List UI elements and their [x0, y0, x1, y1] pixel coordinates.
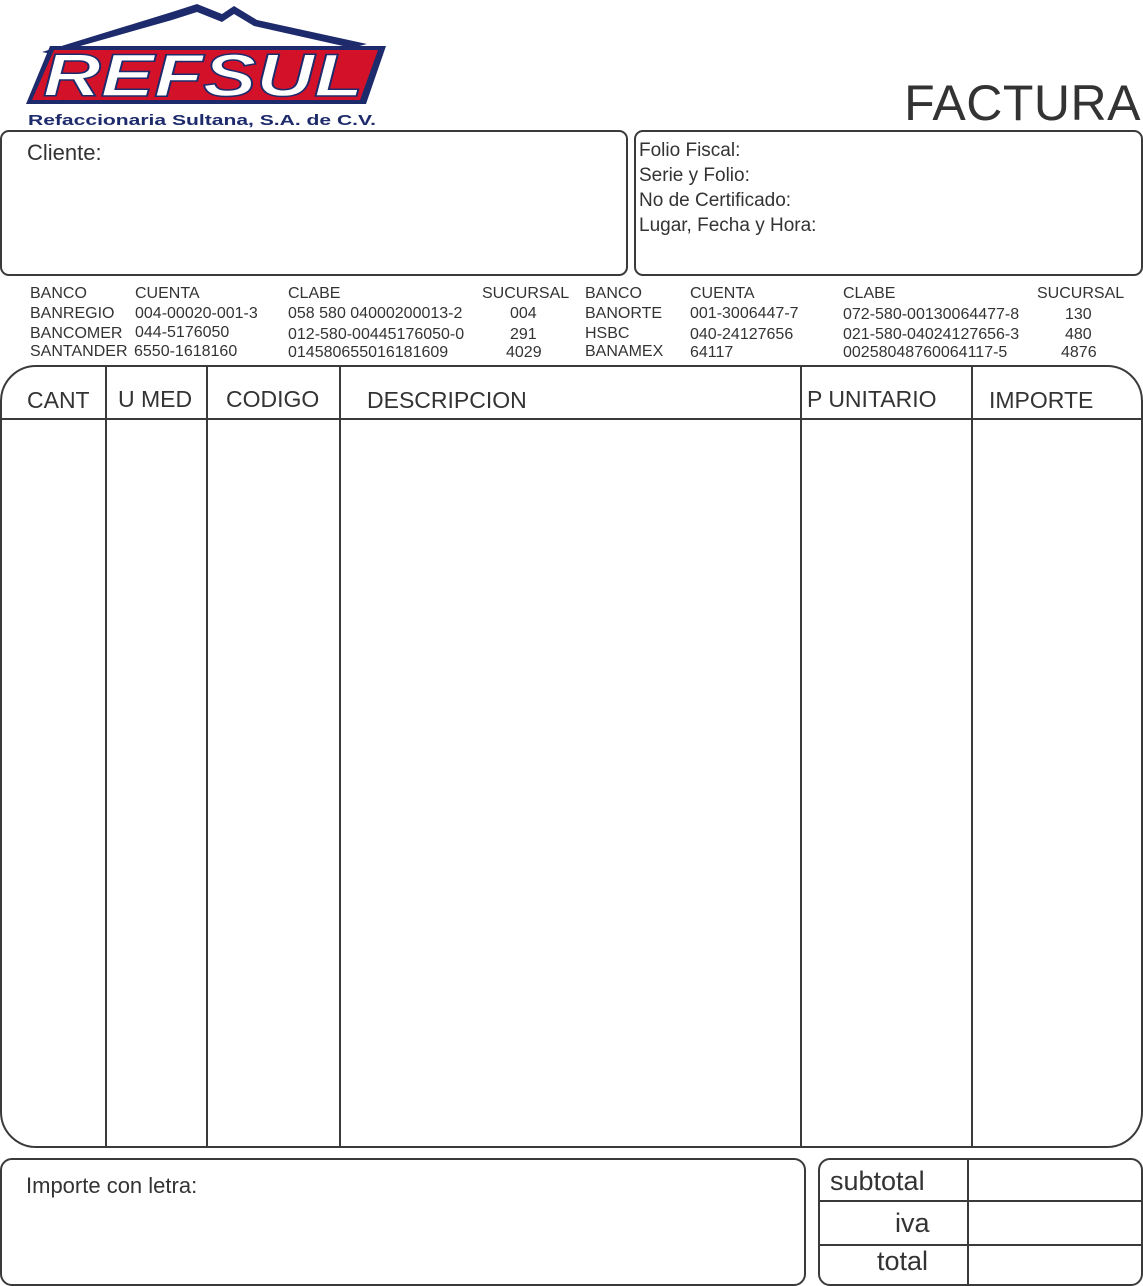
certificado-label: No de Certificado:: [639, 190, 792, 211]
bank-clabe: 00258048760064117-5: [843, 344, 1008, 361]
bank-account: 001-3006447-7: [690, 305, 799, 322]
bank-header-clabe: CLABE: [843, 285, 896, 302]
client-label: Cliente:: [27, 140, 102, 165]
column-header-codigo: CODIGO: [226, 386, 320, 412]
bank-branch: 4029: [506, 344, 542, 361]
bank-header-sucursal: SUCURSAL: [1037, 285, 1125, 302]
bank-header-banco: BANCO: [585, 285, 642, 302]
logo-wordmark: REFSUL: [43, 42, 363, 109]
refsul-logo-icon: [22, 0, 392, 130]
bank-name: BANCOMER: [30, 325, 123, 342]
column-header-u-med: U MED: [118, 386, 193, 412]
bank-name: BANREGIO: [30, 305, 115, 322]
bank-clabe: 058 580 04000200013-2: [288, 305, 463, 322]
column-header-importe: IMPORTE: [989, 387, 1094, 413]
serie-folio-label: Serie y Folio:: [639, 165, 750, 186]
totals-row-divider: [819, 1244, 1142, 1246]
column-divider: [971, 366, 973, 1147]
bank-account: 64117: [690, 344, 734, 361]
bank-branch: 4876: [1061, 344, 1097, 361]
bank-name: BANORTE: [585, 305, 663, 322]
bank-header-cuenta: CUENTA: [690, 285, 755, 302]
bank-clabe: 014580655016181609: [288, 344, 449, 361]
bank-header-clabe: CLABE: [288, 285, 341, 302]
bank-account: 004-00020-001-3: [135, 305, 258, 322]
bank-clabe: 072-580-00130064477-8: [843, 306, 1020, 323]
bank-account: 6550-1618160: [134, 343, 238, 360]
total-label: total: [877, 1246, 929, 1276]
bank-branch: 004: [510, 305, 537, 322]
bank-branch: 130: [1065, 306, 1092, 323]
totals-row-divider: [819, 1200, 1142, 1202]
bank-branch: 291: [510, 326, 537, 343]
bank-name: HSBC: [585, 325, 630, 342]
bank-account: 044-5176050: [135, 324, 230, 341]
bank-clabe: 021-580-04024127656-3: [843, 326, 1020, 343]
column-header-cant: CANT: [27, 387, 90, 413]
subtotal-label: subtotal: [830, 1166, 925, 1196]
iva-label: iva: [895, 1208, 930, 1238]
column-divider: [800, 366, 802, 1147]
bank-clabe: 012-580-00445176050-0: [288, 326, 465, 343]
column-header-p-unitario: P UNITARIO: [807, 386, 937, 412]
bank-header-sucursal: SUCURSAL: [482, 285, 570, 302]
document-title: FACTURA: [904, 75, 1141, 131]
totals-divider: [967, 1159, 969, 1285]
column-divider: [339, 366, 341, 1147]
bank-header-cuenta: CUENTA: [135, 285, 200, 302]
bank-account: 040-24127656: [690, 326, 794, 343]
column-divider: [206, 366, 208, 1147]
bank-branch: 480: [1065, 326, 1092, 343]
lugar-fecha-label: Lugar, Fecha y Hora:: [639, 215, 817, 236]
bank-name: SANTANDER: [30, 343, 128, 360]
company-name: Refaccionaria Sultana, S.A. de C.V.: [28, 112, 376, 129]
importe-letra-label: Importe con letra:: [26, 1173, 198, 1198]
folio-fiscal-label: Folio Fiscal:: [639, 140, 741, 161]
column-header-descripcion: DESCRIPCION: [367, 387, 527, 413]
column-divider: [105, 366, 107, 1147]
bank-header-banco: BANCO: [30, 285, 87, 302]
bank-name: BANAMEX: [585, 343, 664, 360]
